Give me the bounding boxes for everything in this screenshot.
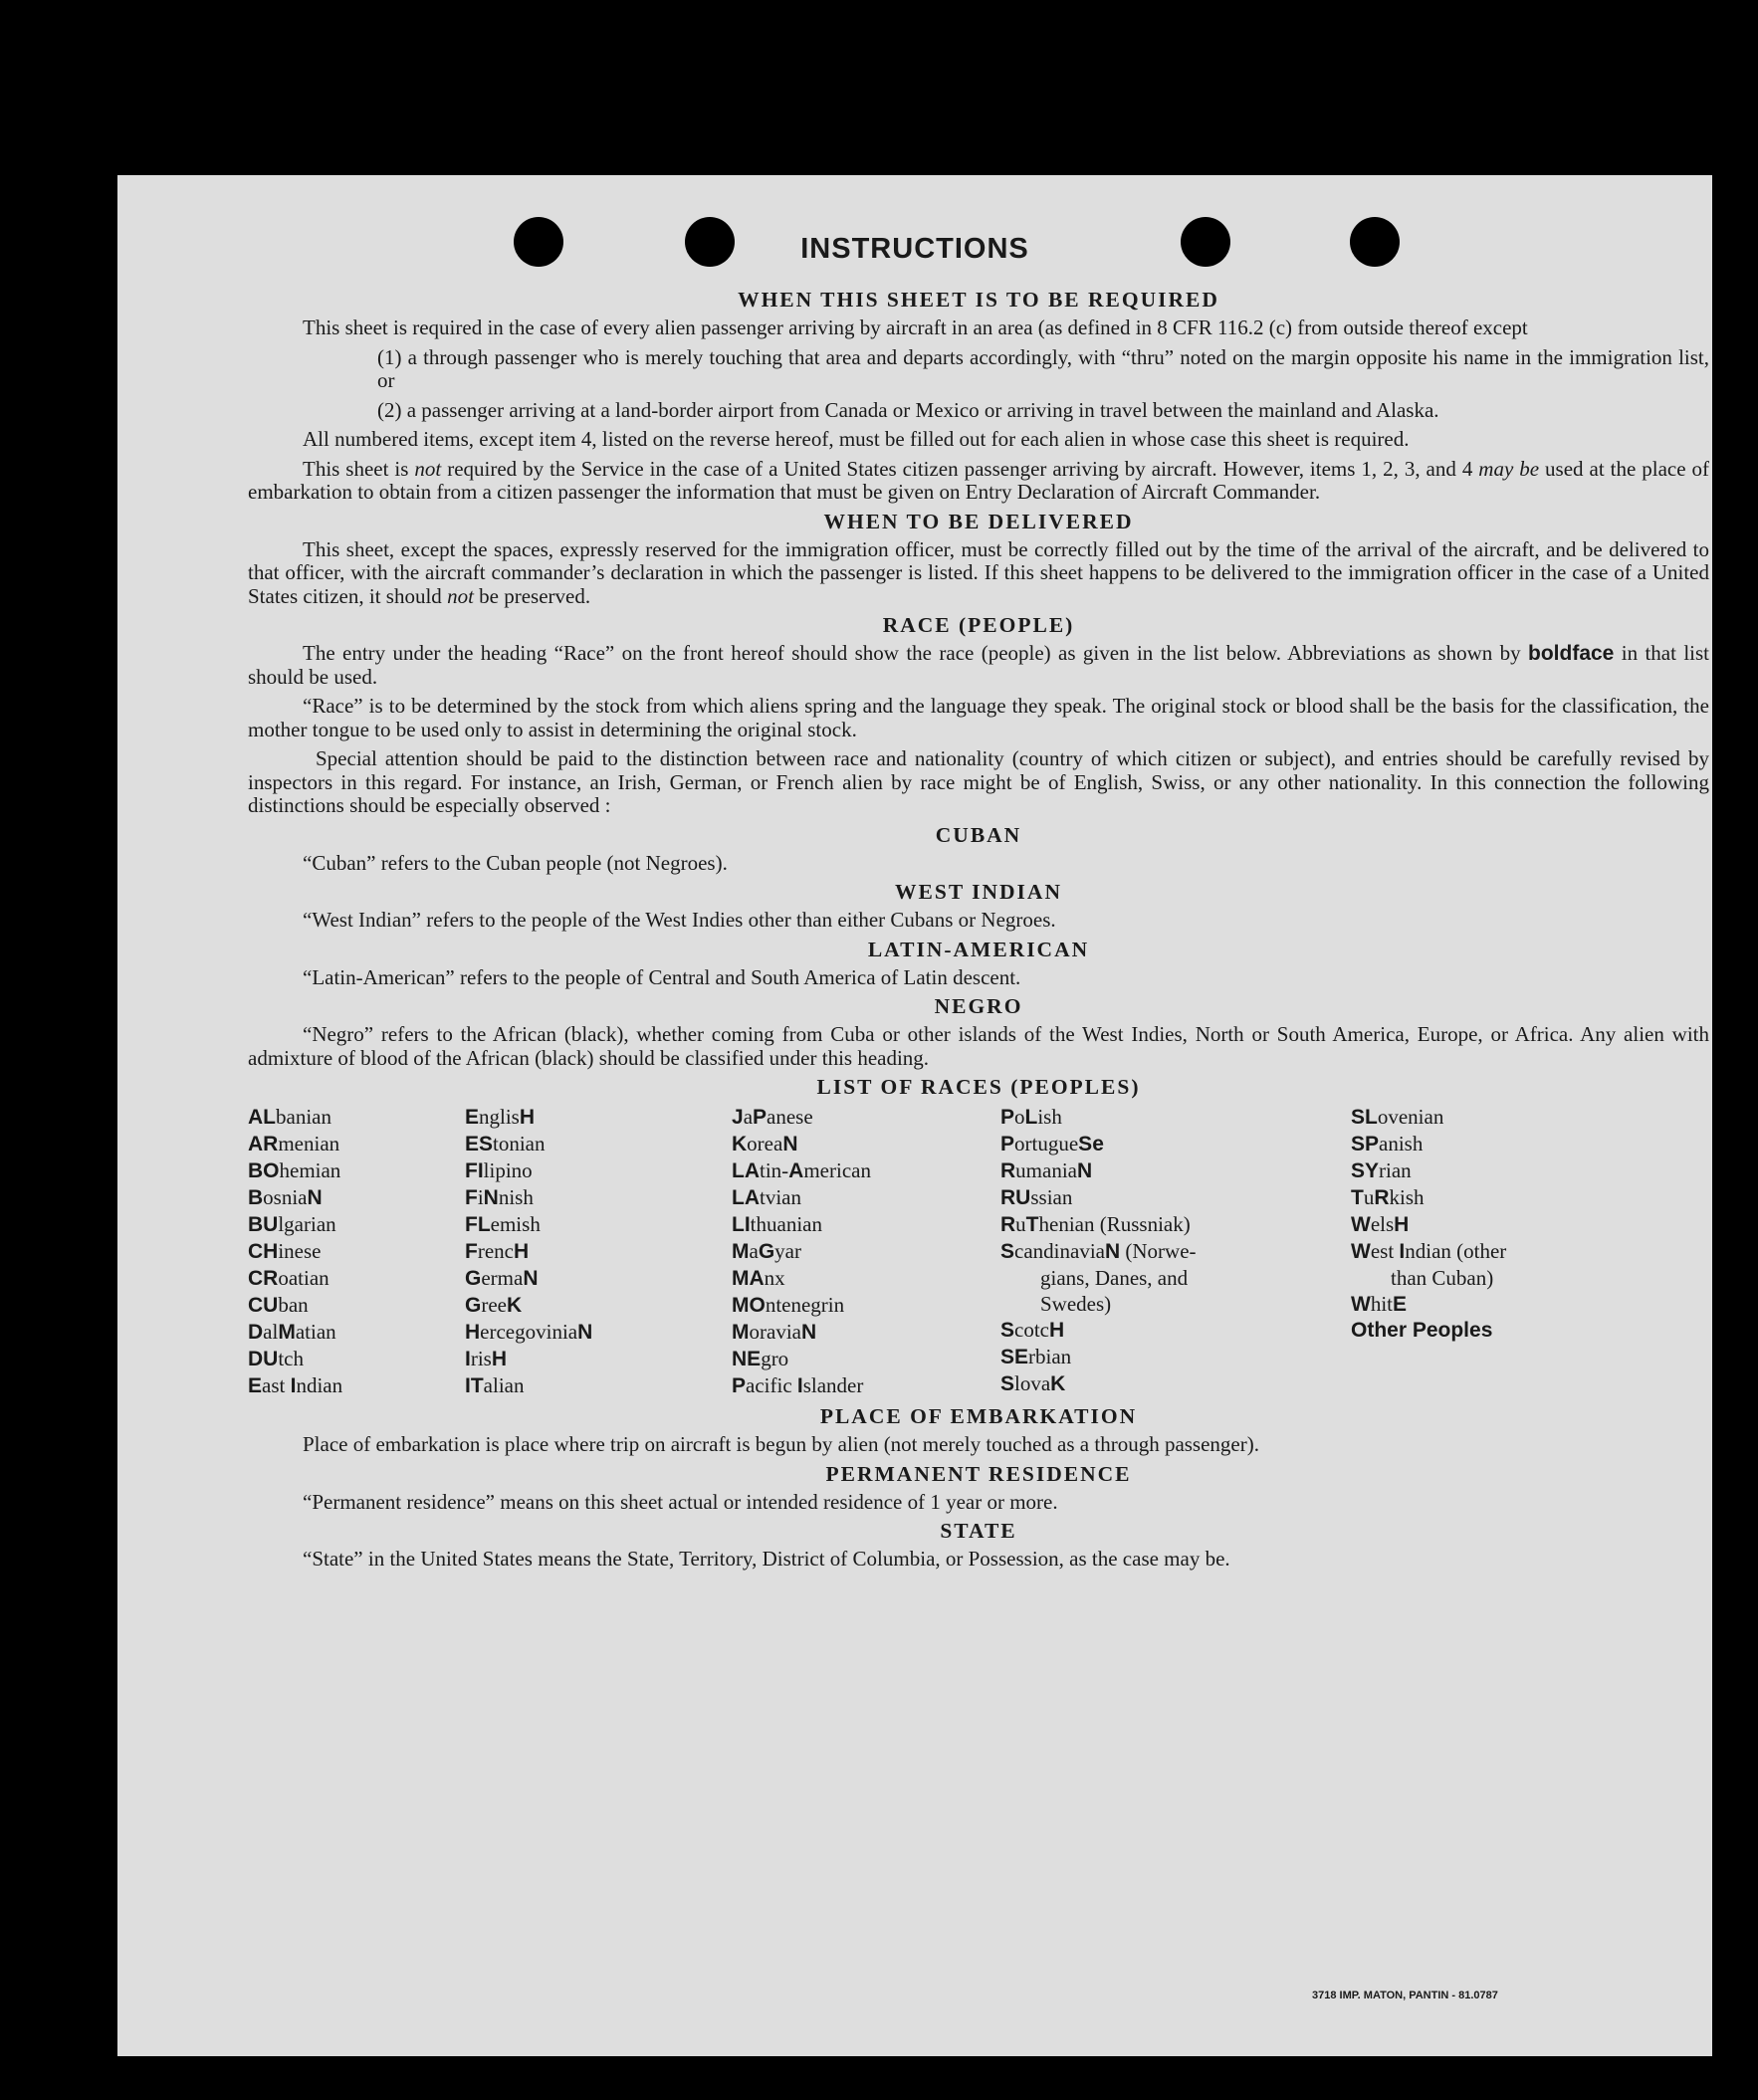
section-heading: PLACE OF EMBARKATION (819, 1404, 1138, 1428)
paragraph: Special attention should be paid to the distinction between race and nationality (country of which citizen or subject), and entries should be carefully revised by inspectors in this regard. For instance, an Irish, German, or French alien by race might be of English, Swiss, or any other nationality. In this connection the following distinctions should be especially observed : (248, 746, 1709, 817)
race-entry: Pacific Islander (732, 1373, 864, 1397)
page-title: INSTRUCTIONS (800, 233, 1029, 265)
race-column (465, 1104, 732, 1399)
paragraph: “Cuban” refers to the Cuban people (not Negroes). (303, 850, 728, 875)
section-heading: RACE (PEOPLE) (882, 613, 1075, 637)
paragraph: This sheet is required in the case of every alien passenger arriving by aircraft in an area (as defined in 8 CFR 116.2 (c) from outside thereof except (303, 315, 1528, 339)
race-entry: MoraviaN (732, 1320, 817, 1344)
section-heading: LATIN-AMERICAN (867, 937, 1090, 961)
race-entry: HercegoviniaN (465, 1320, 593, 1344)
race-entry: GermaN (465, 1266, 539, 1290)
race-entry: RumaniaN (1000, 1158, 1093, 1182)
section-heading: STATE (940, 1519, 1017, 1543)
race-entry: NEgro (732, 1347, 789, 1370)
paragraph: All numbered items, except item 4, listed on the reverse hereof, must be filled out for each alien in whose case this sheet is required. (303, 427, 1410, 451)
race-entry: PortugueSe (1000, 1132, 1104, 1155)
race-entry: SErbian (1000, 1345, 1072, 1368)
race-entry: CRoatian (248, 1266, 330, 1290)
race-entry: CHinese (248, 1239, 322, 1263)
race-entry-other: Other Peoples (1351, 1319, 1493, 1342)
section-heading: WHEN THIS SHEET IS TO BE REQUIRED (738, 288, 1219, 312)
race-entry: DalMatian (248, 1320, 336, 1344)
race-entry: West Indian (other (1351, 1239, 1507, 1263)
race-entry: BUlgarian (248, 1212, 336, 1236)
race-entry: DUtch (248, 1347, 304, 1370)
race-entry: SLovenian (1351, 1105, 1444, 1129)
race-entry: ARmenian (248, 1132, 340, 1155)
race-entry: GreeK (465, 1293, 523, 1317)
paragraph: “Negro” refers to the African (black), whether coming from Cuba or other islands of the West Indies, North or South America, Europe, or Africa. Any alien with admixture of blood of the African (black) should be classified under this heading. (248, 1022, 1709, 1070)
race-column (1351, 1104, 1709, 1399)
race-entry: LAtvian (732, 1185, 801, 1209)
printer-mark: 3718 IMP. MATON, PANTIN - 81.0787 (1312, 1990, 1498, 2001)
section-heading: NEGRO (934, 994, 1023, 1018)
race-entry: EStonian (465, 1132, 546, 1155)
race-entry: MAnx (732, 1266, 785, 1290)
paragraph: This sheet, except the spaces, expressly reserved for the immigration officer, must be correctly filled out by the time of the arrival of the aircraft, and be delivered to that officer, with the aircraft commander’s declaration in which the passenger is listed. If this sheet happens to be delivered to the immigration officer in the case of a United States citizen, it should not be preserved. (248, 536, 1709, 608)
race-entry: ALbanian (248, 1105, 331, 1129)
paragraph: “West Indian” refers to the people of the West Indies other than either Cubans or Negroes. (303, 908, 1056, 932)
race-entry: than Cuban) (1391, 1266, 1494, 1290)
section-heading: CUBAN (935, 822, 1022, 847)
race-entry: WhitE (1351, 1292, 1408, 1316)
race-entry: LIthuanian (732, 1212, 822, 1236)
race-entry: LAtin-American (732, 1158, 871, 1182)
section-heading: WHEN TO BE DELIVERED (823, 509, 1134, 533)
section-heading: WEST INDIAN (895, 880, 1062, 904)
list-item: (1) a through passenger who is merely touching that area and departs accordingly, with “thru” noted on the margin opposite his name in the immigration list, or (377, 344, 1709, 392)
race-entry: Swedes) (1040, 1292, 1112, 1316)
race-entry: ScotcH (1000, 1318, 1065, 1342)
race-entry: KoreaN (732, 1132, 798, 1155)
race-entry: SPanish (1351, 1132, 1424, 1155)
race-entry: TuRkish (1351, 1185, 1425, 1209)
paragraph: This sheet is not required by the Service in the case of a United States citizen passenger arriving by aircraft. However, items 1, 2, 3, and 4 may be used at the place of embarkation to obtain from a citizen passenger the information that must be given on Entry Declaration of Aircraft Commander. (248, 456, 1709, 504)
race-column (248, 1104, 465, 1399)
race-entry: RuThenian (Russniak) (1000, 1212, 1191, 1236)
race-entry: ScandinaviaN (Norwe- (1000, 1239, 1197, 1263)
race-entry: MOntenegrin (732, 1293, 845, 1317)
race-entry: CUban (248, 1293, 309, 1317)
list-item: (2) a passenger arriving at a land-border airport from Canada or Mexico or arriving in travel between the mainland and Alaska. (377, 397, 1439, 422)
instructions-body (248, 283, 1709, 1572)
race-entry: BosniaN (248, 1185, 323, 1209)
document-sheet (117, 175, 1712, 2056)
race-entry: JaPanese (732, 1105, 813, 1129)
race-entry: PoLish (1000, 1105, 1062, 1129)
paragraph: “Race” is to be determined by the stock from which aliens spring and the language they speak. The original stock or blood shall be the basis for the classification, the mother tongue to be used only to assist in determining the original stock. (248, 694, 1709, 741)
race-entry: BOhemian (248, 1158, 341, 1182)
race-entry: SlovaK (1000, 1371, 1066, 1395)
race-column (732, 1104, 1000, 1399)
race-list (248, 1104, 1709, 1399)
race-entry: WelsH (1351, 1212, 1410, 1236)
race-entry: MaGyar (732, 1239, 801, 1263)
race-entry: IrisH (465, 1347, 508, 1370)
race-column (1000, 1104, 1351, 1399)
paragraph: The entry under the heading “Race” on the front hereof should show the race (people) as given in the list below. Abbreviations as shown by boldface in that list should be used. (248, 641, 1710, 689)
race-entry: East Indian (248, 1373, 343, 1397)
paragraph: “Latin-American” refers to the people of Central and South America of Latin descent. (303, 964, 1021, 989)
race-entry: SYrian (1351, 1158, 1412, 1182)
race-entry: FIlipino (465, 1158, 533, 1182)
race-entry: RUssian (1000, 1185, 1073, 1209)
paragraph: “Permanent residence” means on this sheet actual or intended residence of 1 year or more. (303, 1489, 1058, 1514)
race-entry: FLemish (465, 1212, 541, 1236)
section-heading: LIST OF RACES (PEOPLES) (816, 1075, 1141, 1099)
paragraph: “State” in the United States means the State, Territory, District of Columbia, or Possession, as the case may be. (303, 1547, 1230, 1571)
section-heading: PERMANENT RESIDENCE (825, 1461, 1132, 1486)
race-entry: gians, Danes, and (1040, 1266, 1189, 1290)
race-entry: EnglisH (465, 1105, 536, 1129)
paragraph: Place of embarkation is place where trip on aircraft is begun by alien (not merely touched as a through passenger). (303, 1432, 1259, 1456)
race-entry: FrencH (465, 1239, 530, 1263)
race-entry: FiNnish (465, 1185, 534, 1209)
race-entry: ITalian (465, 1373, 525, 1397)
